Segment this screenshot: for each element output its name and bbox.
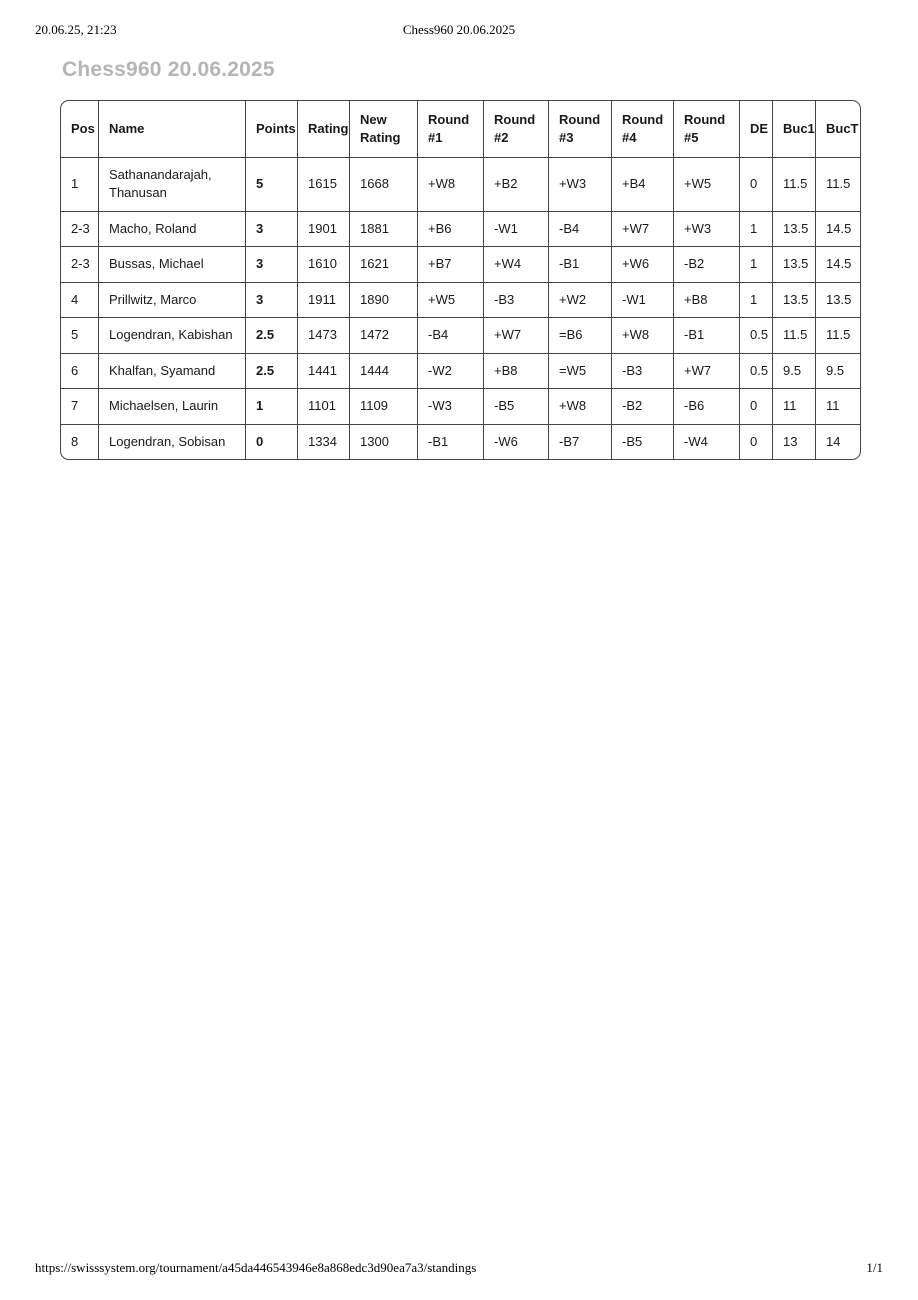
table-cell: 4 [61, 283, 99, 318]
table-cell: 8 [61, 425, 99, 459]
table-cell: -W1 [484, 212, 549, 247]
table-cell: Logendran, Kabishan [99, 318, 246, 353]
table-cell: 13.5 [773, 212, 816, 247]
table-row [61, 318, 860, 353]
table-cell: 3 [246, 283, 298, 318]
table-cell: Bussas, Michael [99, 247, 246, 282]
column-header-points: Points [246, 101, 298, 158]
table-cell: 1300 [350, 425, 418, 459]
table-cell: 2.5 [246, 318, 298, 353]
table-cell: +W4 [484, 247, 549, 282]
table-cell: =B6 [549, 318, 612, 353]
table-cell: +B4 [612, 158, 674, 212]
table-body [61, 158, 860, 459]
table-cell: 1615 [298, 158, 350, 212]
table-cell: 1668 [350, 158, 418, 212]
column-header-round-3: Round #3 [549, 101, 612, 158]
table-cell: 1472 [350, 318, 418, 353]
table-cell: 14.5 [816, 247, 860, 282]
table-cell: +W7 [612, 212, 674, 247]
table-cell: 13 [773, 425, 816, 459]
table-cell: +B2 [484, 158, 549, 212]
table-cell: Sathanandarajah, Thanusan [99, 158, 246, 212]
table-cell: 0 [246, 425, 298, 459]
table-cell: -W3 [418, 389, 484, 424]
table-cell: 0.5 [740, 354, 773, 389]
table-cell: +B8 [484, 354, 549, 389]
table-cell: 1 [740, 212, 773, 247]
table-cell: Prillwitz, Marco [99, 283, 246, 318]
table-cell: +W7 [484, 318, 549, 353]
table-cell: 13.5 [816, 283, 860, 318]
standings-table [61, 101, 860, 459]
table-cell: 1473 [298, 318, 350, 353]
table-cell: 0 [740, 158, 773, 212]
table-cell: +W5 [418, 283, 484, 318]
table-cell: 7 [61, 389, 99, 424]
table-cell: 1901 [298, 212, 350, 247]
table-cell: 14.5 [816, 212, 860, 247]
table-cell: -B7 [549, 425, 612, 459]
table-cell: 11.5 [816, 318, 860, 353]
table-cell: Khalfan, Syamand [99, 354, 246, 389]
table-cell: 11 [773, 389, 816, 424]
table-cell: +W3 [674, 212, 740, 247]
table-row [61, 283, 860, 318]
column-header-buct: BucT [816, 101, 860, 158]
table-cell: 1890 [350, 283, 418, 318]
column-header-round-4: Round #4 [612, 101, 674, 158]
table-cell: -B6 [674, 389, 740, 424]
table-cell: 1334 [298, 425, 350, 459]
print-footer-url: https://swisssystem.org/tournament/a45da446543946e8a868edc3d90ea7a3/standings [35, 1260, 477, 1275]
table-cell: 0 [740, 425, 773, 459]
table-cell: -B3 [484, 283, 549, 318]
table-cell: 11.5 [816, 158, 860, 212]
column-header-rating: Rating [298, 101, 350, 158]
table-cell: 5 [246, 158, 298, 212]
table-row [61, 158, 860, 212]
table-cell: 2-3 [61, 212, 99, 247]
table-cell: -B1 [549, 247, 612, 282]
table-cell: 1441 [298, 354, 350, 389]
table-cell: 5 [61, 318, 99, 353]
table-cell: 1 [740, 283, 773, 318]
table-cell: 2.5 [246, 354, 298, 389]
print-header-datetime: 20.06.25, 21:23 [35, 22, 117, 37]
table-cell: +W8 [612, 318, 674, 353]
table-cell: +W8 [418, 158, 484, 212]
table-cell: +W7 [674, 354, 740, 389]
table-cell: -B2 [612, 389, 674, 424]
table-cell: 1109 [350, 389, 418, 424]
page-title: Chess960 20.06.2025 [62, 58, 275, 81]
table-cell: 9.5 [773, 354, 816, 389]
table-cell: -B1 [418, 425, 484, 459]
column-header-new-rating: New Rating [350, 101, 418, 158]
column-header-pos: Pos [61, 101, 99, 158]
table-row [61, 389, 860, 424]
table-cell: -B2 [674, 247, 740, 282]
table-cell: 13.5 [773, 247, 816, 282]
table-cell: -B5 [612, 425, 674, 459]
standings-table-container [60, 100, 861, 460]
table-cell: 1 [61, 158, 99, 212]
table-cell: -B3 [612, 354, 674, 389]
table-cell: Macho, Roland [99, 212, 246, 247]
table-cell: 1621 [350, 247, 418, 282]
table-row [61, 247, 860, 282]
table-cell: -W4 [674, 425, 740, 459]
column-header-de: DE [740, 101, 773, 158]
table-row [61, 212, 860, 247]
table-header-row [61, 101, 860, 158]
column-header-round-1: Round #1 [418, 101, 484, 158]
table-cell: +W5 [674, 158, 740, 212]
print-footer-page-indicator: 1/1 [866, 1260, 883, 1275]
table-cell: -B4 [418, 318, 484, 353]
print-header-title: Chess960 20.06.2025 [402, 22, 516, 37]
table-cell: 2-3 [61, 247, 99, 282]
table-cell: -W1 [612, 283, 674, 318]
table-cell: -W2 [418, 354, 484, 389]
table-cell: +B6 [418, 212, 484, 247]
table-cell: -B4 [549, 212, 612, 247]
table-cell: 13.5 [773, 283, 816, 318]
table-cell: -B1 [674, 318, 740, 353]
table-cell: 1101 [298, 389, 350, 424]
table-cell: +W8 [549, 389, 612, 424]
table-cell: -W6 [484, 425, 549, 459]
table-cell: 1 [740, 247, 773, 282]
table-cell: 11.5 [773, 158, 816, 212]
table-cell: 1610 [298, 247, 350, 282]
table-cell: 11.5 [773, 318, 816, 353]
table-cell: 9.5 [816, 354, 860, 389]
table-cell: 6 [61, 354, 99, 389]
table-row [61, 425, 860, 459]
table-cell: +W2 [549, 283, 612, 318]
table-row [61, 354, 860, 389]
table-cell: 1444 [350, 354, 418, 389]
column-header-round-2: Round #2 [484, 101, 549, 158]
table-cell: 3 [246, 247, 298, 282]
table-cell: -B5 [484, 389, 549, 424]
table-cell: +B7 [418, 247, 484, 282]
table-cell: 1881 [350, 212, 418, 247]
table-cell: Michaelsen, Laurin [99, 389, 246, 424]
table-header [61, 101, 860, 158]
table-cell: +W6 [612, 247, 674, 282]
column-header-name: Name [99, 101, 246, 158]
table-cell: 1911 [298, 283, 350, 318]
table-cell: =W5 [549, 354, 612, 389]
column-header-buc1: Buc1 [773, 101, 816, 158]
table-cell: +W3 [549, 158, 612, 212]
table-cell: 3 [246, 212, 298, 247]
table-cell: +B8 [674, 283, 740, 318]
column-header-round-5: Round #5 [674, 101, 740, 158]
table-cell: Logendran, Sobisan [99, 425, 246, 459]
table-cell: 0.5 [740, 318, 773, 353]
table-cell: 14 [826, 433, 841, 449]
table-cell: 11 [816, 389, 860, 424]
table-cell: 1 [246, 389, 298, 424]
table-cell: 0 [740, 389, 773, 424]
